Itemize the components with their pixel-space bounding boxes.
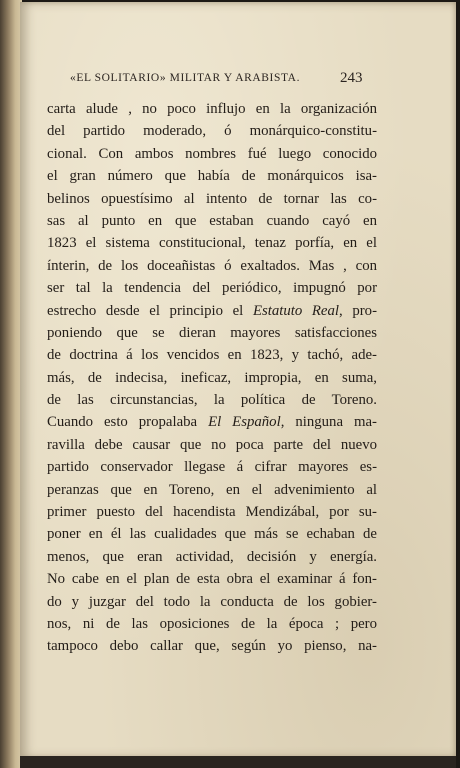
- text-line: primer puesto del hacendista Mendizábal, por su-: [47, 504, 377, 521]
- running-header: «EL SOLITARIO» MILITAR Y ARABISTA.: [70, 72, 301, 84]
- body-text: [47, 98, 377, 658]
- text-line: carta alude , no poco influjo en la organización: [47, 101, 377, 117]
- binding-edge: [0, 0, 22, 768]
- text-line: do y juzgar del todo la conducta de los gobier-: [47, 593, 377, 610]
- text-line: más, de indecisa, ineficaz, impropia, en suma,: [47, 369, 377, 386]
- text-line: No cabe en el plan de esta obra el examinar á fon-: [47, 571, 377, 588]
- text-segment: Cuando esto propalaba: [47, 414, 209, 431]
- text-line: nos, ni de las oposiciones de la época ; pero: [47, 615, 377, 632]
- text-line-with-italic: [47, 411, 377, 433]
- text-line: del partido moderado, ó monárquico-constitu-: [47, 123, 377, 140]
- text-segment: estrecho desde el principio el: [47, 302, 253, 319]
- text-line: tampoco debo callar que, según yo pienso, na-: [47, 638, 377, 655]
- text-line: belinos opuestísimo al intento de tornar las co-: [47, 190, 377, 207]
- text-line: el gran número que había de monárquicos isa-: [47, 168, 377, 185]
- text-line-with-italic: [47, 300, 377, 322]
- text-line: partido conservador llegase á cifrar mayores es-: [47, 459, 377, 476]
- text-line: ravilla debe causar que no poca parte del nuevo: [47, 436, 377, 453]
- page-number: 243: [340, 70, 363, 86]
- text-line: poner en él las cualidades que más se echaban de: [47, 526, 377, 543]
- text-line: sas al punto en que estaban cuando cayó en: [47, 212, 377, 229]
- text-line: menos, que eran actividad, decisión y energía.: [47, 548, 377, 565]
- text-segment: , ninguna ma-: [280, 414, 377, 431]
- text-line: poniendo que se dieran mayores satisfacciones: [47, 324, 377, 341]
- text-line: ser tal la tendencia del periódico, impugnó por: [47, 280, 377, 297]
- text-line: ínterin, de los doceañistas ó exaltados. Mas , con: [47, 257, 377, 274]
- text-segment: , pro-: [339, 302, 377, 319]
- italic-title-el-espanol: El Español: [208, 414, 281, 431]
- text-line: peranzas que en Toreno, en el advenimiento al: [47, 481, 377, 498]
- text-line: cional. Con ambos nombres fué luego conocido: [47, 145, 377, 162]
- text-line: de doctrina á los vencidos en 1823, y tachó, ade-: [47, 347, 377, 364]
- text-line: 1823 el sistema constitucional, tenaz porfía, en el: [47, 235, 377, 252]
- italic-title-estatuto-real: Estatuto Real: [252, 302, 340, 319]
- page-bottom-shadow: [20, 756, 456, 768]
- text-line: de las circunstancias, la política de Toreno.: [47, 392, 377, 409]
